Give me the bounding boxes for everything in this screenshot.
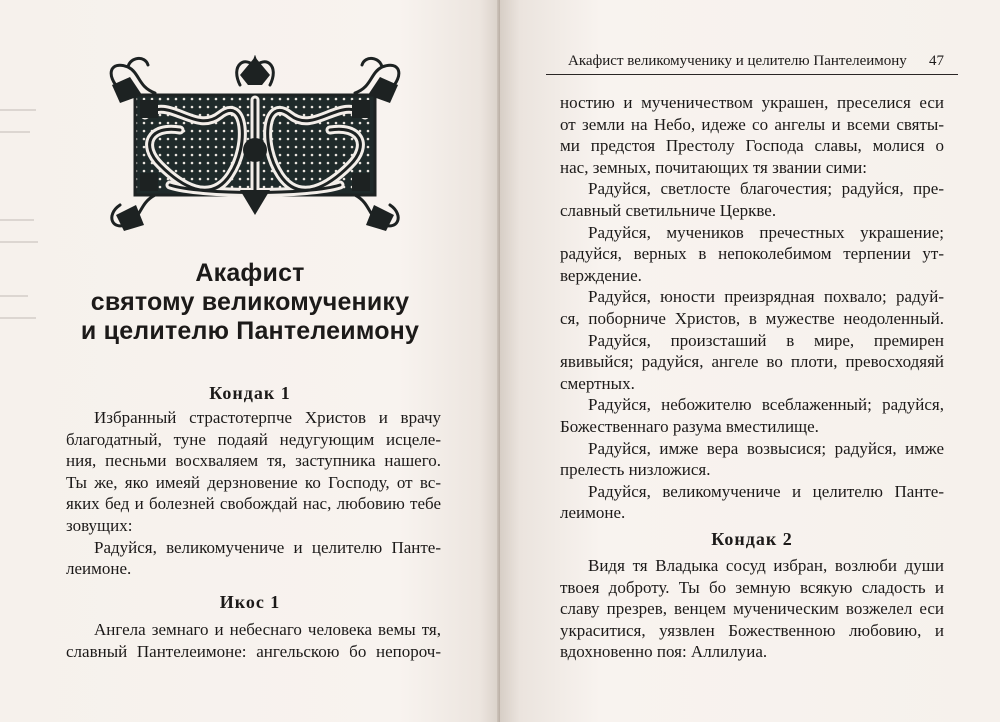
text-line: славный светильниче Церкве. bbox=[560, 200, 777, 220]
text-line: ностию и мученичеством украшен, преселися еси bbox=[560, 93, 944, 112]
ikos-1-continued-text bbox=[560, 92, 944, 524]
text-line: леимоне. bbox=[560, 503, 626, 523]
running-title: Акафист великомученику и целителю Пантелеимону bbox=[568, 53, 907, 69]
akathist-title bbox=[60, 259, 440, 346]
kondak-2-text bbox=[560, 555, 944, 663]
text-line: славу презрев, венцем мученическим возжелел еси bbox=[560, 599, 944, 619]
text-line: Радуйся, великомучениче и целителю Панте- bbox=[588, 481, 944, 501]
page-number: 47 bbox=[929, 53, 944, 69]
celtic-knot-ornament-icon bbox=[100, 55, 410, 235]
text-line: вдохновенно поя: Аллилуиа. bbox=[560, 642, 768, 662]
text-line: верждение. bbox=[560, 265, 642, 285]
text-line: славный Пантелеимоне: ангельскою бо непороч- bbox=[66, 641, 441, 661]
text-line: леимоне. bbox=[66, 559, 132, 579]
title-line: святому великомученику bbox=[90, 288, 410, 316]
text-line: радуйся, верных в непоколебимом терпении ут- bbox=[560, 244, 944, 264]
text-line: Видя тя Владыка сосуд избран, возлюби души bbox=[588, 556, 944, 575]
ikos-1-heading: Икос 1 bbox=[219, 592, 281, 612]
text-line: Радуйся, мучеников пречестных украшение; bbox=[588, 222, 944, 242]
text-line: ми предстоя Престолу Господа славы, молися о bbox=[560, 136, 944, 156]
text-line: зовущих: bbox=[66, 515, 133, 535]
text-line: прелесть низложися. bbox=[560, 460, 711, 480]
text-line: Ангела земнаго и небеснаго человека вемы тя, bbox=[94, 620, 441, 639]
kondak-1-text bbox=[66, 407, 441, 580]
text-line: украситися, уязвлен Божественною любовию, и bbox=[560, 620, 944, 640]
text-line: явивыйся; радуйся, ангеле во плоти, превосходяяй bbox=[560, 352, 944, 372]
text-line: Избранный страстотерпче Христов и врачу bbox=[94, 408, 441, 427]
text-line: смертных. bbox=[560, 373, 635, 393]
text-line: Радуйся, небожителю всеблаженный; радуйся, bbox=[588, 395, 944, 415]
text-line: Радуйся, произсташий в мире, премирен bbox=[588, 330, 944, 350]
running-header bbox=[546, 52, 958, 75]
text-line: яких бед и болезней свобождай нас, любовию тебе bbox=[66, 494, 441, 514]
text-line: твоея доброту. Ты бо земную всякую сладость и bbox=[560, 577, 944, 597]
text-line: Радуйся, светлосте благочестия; радуйся, пре- bbox=[588, 179, 944, 199]
text-line: ния, песньми восхваляем тя, заступника нашего. bbox=[66, 451, 441, 471]
text-line: от земли на Небо, идеже со ангелы и всеми святы- bbox=[560, 114, 944, 134]
ikos-1-text bbox=[66, 619, 441, 662]
bleed-through-text bbox=[0, 100, 40, 400]
kondak-2-heading: Кондак 2 bbox=[711, 529, 793, 549]
text-line: Ты же, яко имеяй дерзновение ко Господу, от вс- bbox=[66, 472, 441, 492]
title-line: Акафист bbox=[195, 259, 305, 287]
text-line: благодатный, туне подаяй недугующим исцеле- bbox=[66, 429, 441, 449]
kondak-1-heading: Кондак 1 bbox=[209, 383, 291, 403]
text-line: Радуйся, имже вера возвысися; радуйся, имже bbox=[588, 438, 944, 458]
title-line: и целителю Пантелеимону bbox=[80, 317, 420, 345]
text-line: Радуйся, юности преизрядная похвало; радуй- bbox=[588, 287, 944, 307]
text-line: нас, земных, почитающих тя звании сими: bbox=[560, 157, 867, 177]
text-line: Радуйся, великомучениче и целителю Панте- bbox=[94, 537, 441, 557]
text-line: ся, поборниче Христов, в мужестве неодоленный. bbox=[560, 308, 944, 328]
text-line: Божественнаго разума вместилище. bbox=[560, 416, 819, 436]
